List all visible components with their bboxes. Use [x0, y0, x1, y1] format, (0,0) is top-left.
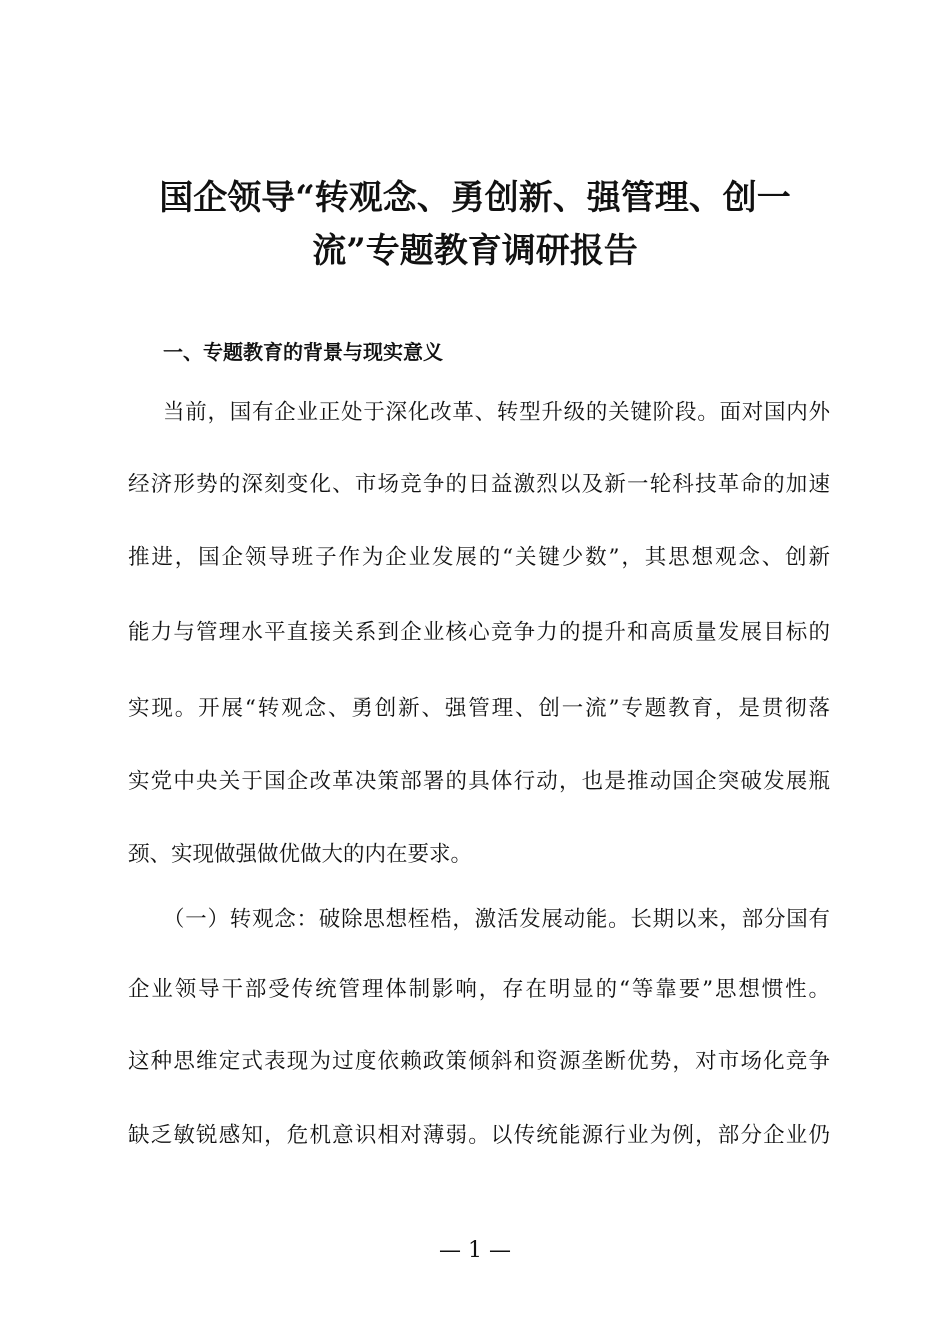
body-line: 这种思维定式表现为过度依赖政策倾斜和资源垄断优势，对市场化竞争 [128, 1049, 830, 1074]
body-line: 缺乏敏锐感知，危机意识相对薄弱。以传统能源行业为例，部分企业仍 [128, 1123, 830, 1148]
body-line: 颈、实现做强做优做大的内在要求。 [128, 842, 473, 867]
body-line: 经济形势的深刻变化、市场竞争的日益激烈以及新一轮科技革命的加速 [128, 472, 830, 497]
body-line: 实党中央关于国企改革决策部署的具体行动，也是推动国企突破发展瓶 [128, 769, 830, 794]
body-line: 实现。开展“转观念、勇创新、强管理、创一流”专题教育，是贯彻落 [128, 696, 830, 721]
section-heading: 一、专题教育的背景与现实意义 [163, 340, 443, 364]
body-line: 当前，国有企业正处于深化改革、转型升级的关键阶段。面对国内外 [163, 400, 830, 425]
body-line: （一）转观念：破除思想桎梏，激活发展动能。长期以来，部分国有 [163, 907, 830, 932]
document-title-line-1: 国企领导“转观念、勇创新、强管理、创一 [159, 178, 791, 218]
body-line: 能力与管理水平直接关系到企业核心竞争力的提升和高质量发展目标的 [128, 620, 830, 645]
document-title-line-2: 流”专题教育调研报告 [312, 231, 638, 271]
body-line: 推进，国企领导班子作为企业发展的“关键少数”，其思想观念、创新 [128, 545, 830, 570]
page-number: — 1 — [439, 1238, 511, 1263]
body-line: 企业领导干部受传统管理体制影响，存在明显的“等靠要”思想惯性。 [128, 977, 830, 1002]
